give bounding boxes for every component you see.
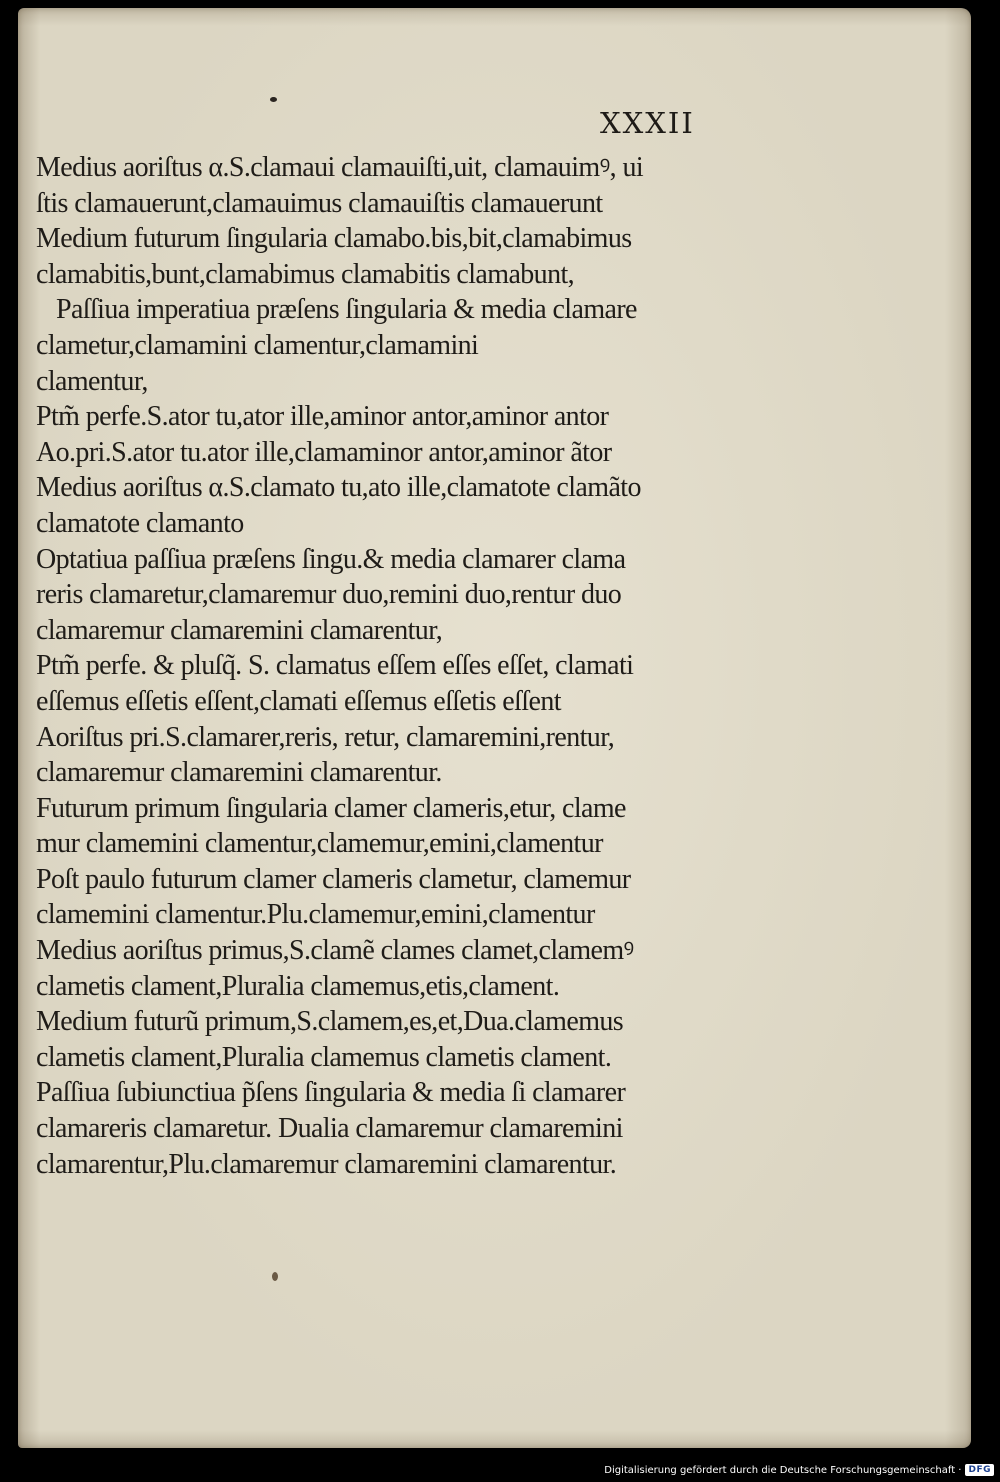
text-line: Optatiua paſſiua præſens ſingu.& media clamarer clama xyxy=(36,543,626,575)
text-line: clametis clament,Pluralia clamemus,etis,clament. xyxy=(36,970,560,1002)
text-line: Futurum primum ſingularia clamer clameris,etur, clame xyxy=(36,792,626,824)
text-line: Medius aoriſtus primus,S.clamẽ clames clamet,clamemꝰ xyxy=(36,935,634,967)
text-line: clamarentur,Plu.clamaremur clamaremini clamarentur. xyxy=(36,1148,617,1180)
text-line: Paſſiua imperatiua præſens ſingularia & media clamare xyxy=(56,294,637,326)
text-line: Medius aoriſtus α.S.clamato tu,ato ille,clamatote clamãto xyxy=(36,472,641,504)
text-line: Paſſiua ſubiunctiua p̃ſens ſingularia & media ſi clamarer xyxy=(36,1077,626,1109)
text-line: Aoriſtus pri.S.clamarer,reris, retur, clamaremini,rentur, xyxy=(36,721,615,753)
text-line: clamaremur clamaremini clamarentur, xyxy=(36,614,443,646)
ink-mark xyxy=(270,97,277,102)
ink-mark xyxy=(272,1272,278,1281)
text-line: clamaremur clamaremini clamarentur. xyxy=(36,757,442,789)
credit-text: Digitalisierung gefördert durch die Deutsche Forschungsgemeinschaft · xyxy=(604,1464,962,1476)
text-line: reris clamaretur,clamaremur duo,remini duo,rentur duo xyxy=(36,579,622,611)
text-line: Ptm̃ perfe. & pluſq̃. S. clamatus eſſem eſſes eſſet, clamati xyxy=(36,650,634,682)
text-line: eſſemus eſſetis eſſent,clamati eſſemus eſſetis eſſent xyxy=(36,685,561,717)
text-line: clamabitis,bunt,clamabimus clamabitis clamabunt, xyxy=(36,258,575,290)
text-line: Ptm̃ perfe.S.ator tu,ator ille,aminor antor,aminor antor xyxy=(36,401,609,433)
folio-number: XXXII xyxy=(600,106,695,140)
text-line: clamentur, xyxy=(36,365,148,397)
text-line: Medium futurũ primum,S.clamem,es,et,Dua.clamemus xyxy=(36,1006,624,1038)
page-text xyxy=(36,150,756,1182)
text-line: clamemini clamentur.Plu.clamemur,emini,clamentur xyxy=(36,899,595,931)
text-line: clamatote clamanto xyxy=(36,507,244,539)
dfg-logo-icon: DFG xyxy=(965,1464,994,1476)
text-line: clamareris clamaretur. Dualia clamaremur clamaremini xyxy=(36,1113,623,1145)
text-line: Medius aoriſtus α.S.clamaui clamauiſti,uit, clamauimꝰ, ui xyxy=(36,152,644,183)
text-line: Medium futurum ſingularia clamabo.bis,bit,clamabimus xyxy=(36,223,632,255)
text-line: Poſt paulo futurum clamer clameris clametur, clamemur xyxy=(36,863,631,895)
text-line: clametis clament,Pluralia clamemus clametis clament. xyxy=(36,1041,612,1073)
digitization-credit xyxy=(604,1464,994,1476)
text-line: ſtis clamauerunt,clamauimus clamauiſtis clamauerunt xyxy=(36,187,603,219)
text-line: Ao.pri.S.ator tu.ator ille,clamaminor antor,aminor ãtor xyxy=(36,436,612,468)
text-line: clametur,clamamini clamentur,clamamini xyxy=(36,329,479,361)
text-line: mur clamemini clamentur,clamemur,emini,clamentur xyxy=(36,828,603,860)
